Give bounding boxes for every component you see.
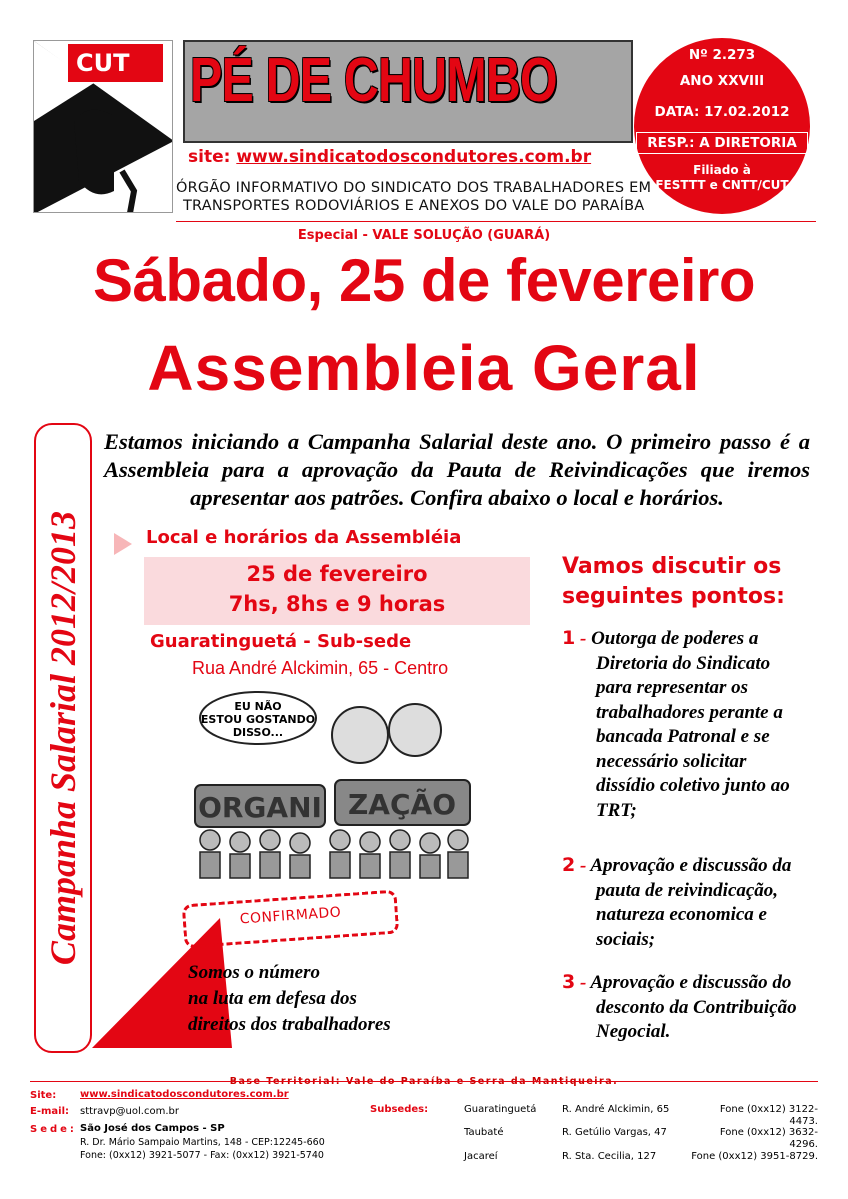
org-description-line1: ÓRGÃO INFORMATIVO DO SINDICATO DOS TRABALHADORES EM bbox=[176, 180, 652, 196]
point-item-1: 1 - Outorga de poderes a Diretoria do Sindicato para representar os trabalhadores perante a bancada Patronal e se necessário solicitar dissídio coletivo junto ao TRT; bbox=[562, 627, 790, 821]
cut-badge: CUT bbox=[68, 44, 163, 82]
subsede-address: R. Getúlio Vargas, 47 bbox=[562, 1127, 667, 1138]
header-divider bbox=[176, 221, 816, 222]
footer-email-label: E-mail: bbox=[30, 1106, 70, 1117]
somos-line2: na luta em defesa dos bbox=[188, 988, 357, 1009]
point-number: 2 bbox=[562, 854, 576, 876]
especial-label: Especial - VALE SOLUÇÃO (GUARÁ) bbox=[297, 228, 551, 243]
subsede-phone-cont: 4473. bbox=[789, 1116, 818, 1127]
point-item-3: 3 - Aprovação e discussão do desconto da Contribuição Negocial. bbox=[562, 971, 797, 1042]
cartoon-bubble-line1: EU NÃO bbox=[234, 700, 282, 713]
subsede-phone: Fone (0xx12) 3951-8729. bbox=[691, 1151, 818, 1162]
footer-sede-phone: Fone: (0xx12) 3921-5077 - Fax: (0xx12) 3921-5740 bbox=[80, 1150, 324, 1161]
side-banner-text: Campanha Salarial 2012/2013 bbox=[43, 510, 83, 966]
subsede-phone: Fone (0xx12) 3632- bbox=[719, 1127, 818, 1138]
footer-divider bbox=[30, 1081, 818, 1082]
triangle-arrow-icon bbox=[114, 533, 132, 555]
footer-site-label: Site: bbox=[30, 1090, 57, 1101]
headline-assembleia: Assembleia Geral bbox=[147, 332, 701, 404]
local-title: Local e horários da Assembléia bbox=[146, 527, 462, 548]
subsede-city: Taubaté bbox=[464, 1127, 504, 1138]
org-description-line2: TRANSPORTES RODOVIÁRIOS E ANEXOS DO VALE DO PARAÍBA bbox=[183, 198, 645, 214]
cartoon-bubble-line3: DISSO... bbox=[232, 726, 284, 739]
vamos-title: Vamos discutir os seguintes pontos: bbox=[562, 554, 785, 609]
subsede-phone: Fone (0xx12) 3122- bbox=[719, 1104, 818, 1115]
footer-email-link[interactable]: sttravp@uol.com.br bbox=[80, 1106, 179, 1117]
site-line bbox=[188, 147, 591, 167]
cartoon-word-1: ORGANI bbox=[198, 791, 322, 824]
point-text: Outorga de poderes a Diretoria do Sindicato para representar os trabalhadores perante a bancada Patronal e se necessário solicitar dissídio coletivo junto ao TRT; bbox=[591, 628, 790, 821]
point-text: Aprovação e discussão do desconto da Contribuição Negocial. bbox=[590, 972, 797, 1042]
footer-subsedes-label: Subsedes: bbox=[370, 1104, 429, 1115]
masthead-title: PÉ DE CHUMBO bbox=[190, 46, 557, 115]
issue-year: ANO XXVIII bbox=[679, 73, 765, 89]
confirmado-stamp-text: CONFIRMADO bbox=[239, 904, 342, 928]
point-text: Aprovação e discussão da pauta de reivindicação, natureza economica e sociais; bbox=[590, 855, 792, 950]
intro-paragraph: Estamos iniciando a Campanha Salarial deste ano. O primeiro passo é a Assembleia para a aprovação da Pauta de Reivindicações que iremos apresentar aos patrões. Confira abaixo o local e horários. bbox=[104, 429, 810, 510]
footer-sede-city: São José dos Campos - SP bbox=[80, 1123, 225, 1134]
issue-date: DATA: 17.02.2012 bbox=[654, 104, 790, 120]
assembly-date: 25 de fevereiro bbox=[246, 562, 428, 586]
assembly-times: 7hs, 8hs e 9 horas bbox=[228, 592, 446, 616]
subsede-phone-cont: 4296. bbox=[789, 1139, 818, 1150]
place-address: Rua André Alckimin, 65 - Centro bbox=[192, 658, 449, 678]
organizacao-cartoon bbox=[190, 690, 480, 880]
cartoon-bubble-line2: ESTOU GOSTANDO bbox=[200, 713, 316, 726]
somos-line1: Somos o número bbox=[188, 962, 320, 983]
subsede-address: R. André Alckimin, 65 bbox=[562, 1104, 670, 1115]
subsede-city: Guaratinguetá bbox=[464, 1104, 537, 1115]
filiado-line1: Filiado à bbox=[693, 163, 751, 177]
site-link[interactable]: www.sindicatodoscondutores.com.br bbox=[236, 147, 592, 167]
filiado-line2: FESTTT e CNTT/CUT bbox=[655, 178, 789, 192]
footer-site-link[interactable]: www.sindicatodoscondutores.com.br bbox=[80, 1089, 289, 1100]
somos-line3: direitos dos trabalhadores bbox=[188, 1014, 391, 1035]
somos-slogan bbox=[188, 960, 391, 1038]
point-number: 1 bbox=[562, 627, 576, 649]
cartoon-word-2: ZAÇÃO bbox=[348, 788, 456, 821]
issue-resp: RESP.: A DIRETORIA bbox=[647, 135, 797, 151]
place-title: Guaratinguetá - Sub-sede bbox=[150, 631, 412, 652]
headline-date: Sábado, 25 de fevereiro bbox=[92, 247, 756, 314]
footer-sede-label: Sede: bbox=[30, 1124, 77, 1135]
point-item-2: 2 - Aprovação e discussão da pauta de reivindicação, natureza economica e sociais; bbox=[562, 854, 792, 950]
subsede-address: R. Sta. Cecilia, 127 bbox=[562, 1151, 657, 1162]
issue-number: Nº 2.273 bbox=[688, 47, 756, 63]
point-number: 3 bbox=[562, 971, 576, 993]
site-prefix: site: bbox=[188, 147, 237, 167]
subsede-city: Jacareí bbox=[464, 1151, 498, 1162]
footer-sede-address: R. Dr. Mário Sampaio Martins, 148 - CEP:12245-660 bbox=[80, 1137, 325, 1148]
